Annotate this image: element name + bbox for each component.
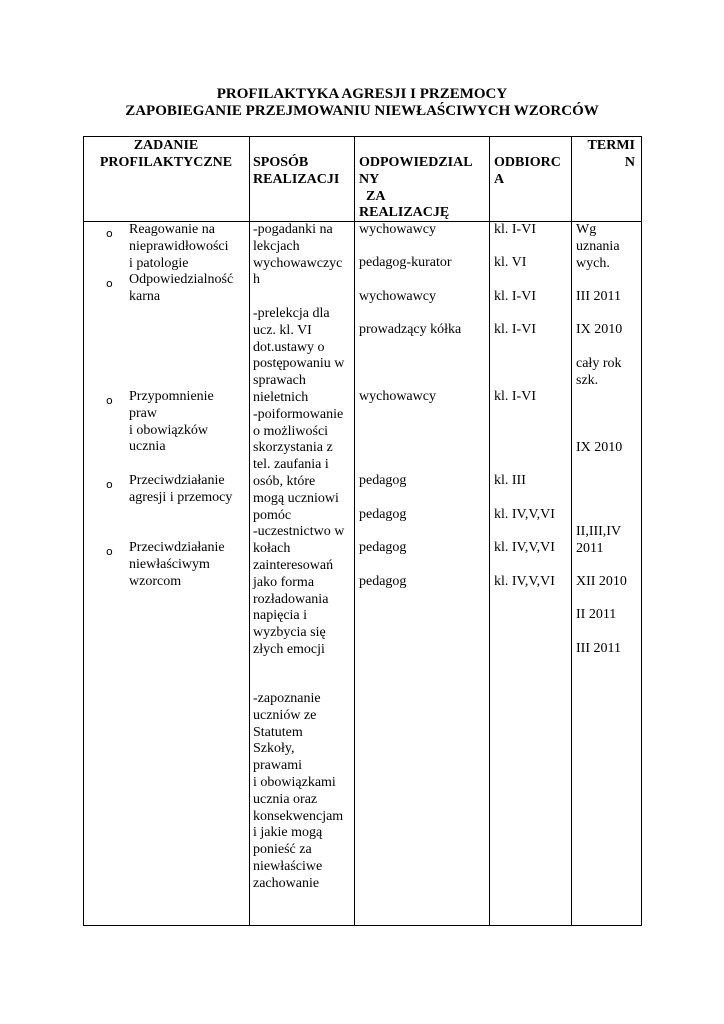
sposob-column [253,222,353,922]
odbiorca-item: kl. IV,V,VI [494,574,555,589]
termin-item: cały rok szk. [576,356,622,388]
termin-item: IX 2010 [576,322,623,337]
odpowiedzialny-item: pedagog [359,540,407,555]
odpowiedzialny-item: wychowawcy [359,222,436,237]
odbiorca-item: kl. I-VI [494,289,536,304]
column-divider-1 [249,136,250,926]
odbiorca-item: kl. I-VI [494,322,536,337]
zadania-list [83,222,249,922]
sposob-item: -prelekcja dla ucz. kl. VI dot.ustawy o postępowaniu w sprawach nieletnich -poiformowanie o możliwości skorzystania z tel. zaufania i osób, które mogą uczniowi pomóc -uczestnictwo w kołach zainteresowań jako forma rozładowania napięcia i wyzbycia się złych emocji [253,306,345,657]
zadanie-item: Reagowanie na nieprawidłowości i patologie [129,222,229,271]
zadanie-item: Przeciwdziałanie niewłaściwym wzorcom [129,540,225,589]
list-bullet: o [106,545,113,558]
document-title: PROFILAKTYKA AGRESJI I PRZEMOCY [216,86,508,102]
document-subtitle: ZAPOBIEGANIE PRZEJMOWANIU NIEWŁAŚCIWYCH WZORCÓW [125,103,599,119]
odbiorca-item: kl. IV,V,VI [494,507,555,522]
odpowiedzialny-item: pedagog [359,574,407,589]
list-bullet: o [106,227,113,240]
termin-item: III 2011 [576,641,621,656]
table-border-top [83,136,642,137]
column-divider-4 [571,136,572,926]
odpowiedzialny-item: wychowawcy [359,389,436,404]
odpowiedzialny-item: pedagog-kurator [359,255,452,270]
odbiorca-item: kl. III [494,473,526,488]
odbiorca-column [494,222,570,922]
column-divider-2 [354,136,355,926]
odpowiedzialny-item: pedagog [359,507,407,522]
termin-item: II 2011 [576,607,617,622]
odpowiedzialny-item: wychowawcy [359,289,436,304]
termin-item: II,III,IV 2011 [576,524,622,556]
odbiorca-item: kl. IV,V,VI [494,540,555,555]
zadanie-item: Odpowiedzialność karna [129,272,234,304]
odbiorca-item: kl. VI [494,255,527,270]
column-divider-3 [489,136,490,926]
program-table: ZADANIE PROFILAKTYCZNE SPOSÓB REALIZACJI ODPOWIEDZIAL NY ZA REALIZACJĘ ODBIORC A TERMI N o Reagowanie na nieprawidłowości i patologie o Odpowiedzialność karna o Przypomnienie praw i obowiązków ucznia o Przeciwdziałanie agresji i przemocy o Przeciwdziałanie niewłaściwym wzorcom -pogadanki na lekcjach wychowawczyc h -prelekcja dla ucz. kl. VI dot.ustawy o postępowaniu w sprawach nieletnich -poiformowanie o możliwości skorzystania z tel. zaufania i osób, które mogą uczniowi pomóc -uczestnictwo w kołach zainteresowań jako forma rozładowania napięcia i wyzbycia się złych emocji -zapoznanie uczniów ze Statutem Szkoły, prawami i obowiązkami ucznia oraz konsekwencjam i jakie mogą ponieść za niewłaściwe zachowanie wychowawcy pedagog-kurator wychowawcy prowadzący kółka wychowawcy pedagog pedagog pedagog pedagog kl. I-VI kl. VI kl. I-VI kl. I-VI kl. I-VI kl. III kl. IV,V,VI kl. IV,V,VI kl. IV,V,VI Wg uznania wych. III 2011 IX 2010 cały rok szk. IX 2010 II,III,IV 2011 XII 2010 II 2011 III 2011 [83,136,642,926]
list-bullet: o [106,277,113,290]
odbiorca-item: kl. I-VI [494,389,536,404]
sposob-item: -zapoznanie uczniów ze Statutem Szkoły, prawami i obowiązkami ucznia oraz konsekwencjam i jakie mogą ponieść za niewłaściwe zachowanie [253,691,344,891]
termin-item: Wg uznania wych. [576,222,620,271]
odbiorca-item: kl. I-VI [494,222,536,237]
zadanie-item: Przeciwdziałanie agresji i przemocy [129,473,233,505]
table-border-bottom [83,925,642,926]
odpowiedzialny-column [359,222,489,922]
table-border-right [641,136,642,926]
sposob-item: -pogadanki na lekcjach wychowawczyc h [253,222,343,288]
list-bullet: o [106,478,113,491]
termin-item: IX 2010 [576,440,623,455]
termin-item: XII 2010 [576,574,627,589]
termin-item: III 2011 [576,289,621,304]
odpowiedzialny-item: pedagog [359,473,407,488]
odpowiedzialny-item: prowadzący kółka [359,322,462,337]
termin-column [576,222,640,922]
list-bullet: o [106,394,113,407]
zadanie-item: Przypomnienie praw i obowiązków ucznia [129,389,214,455]
